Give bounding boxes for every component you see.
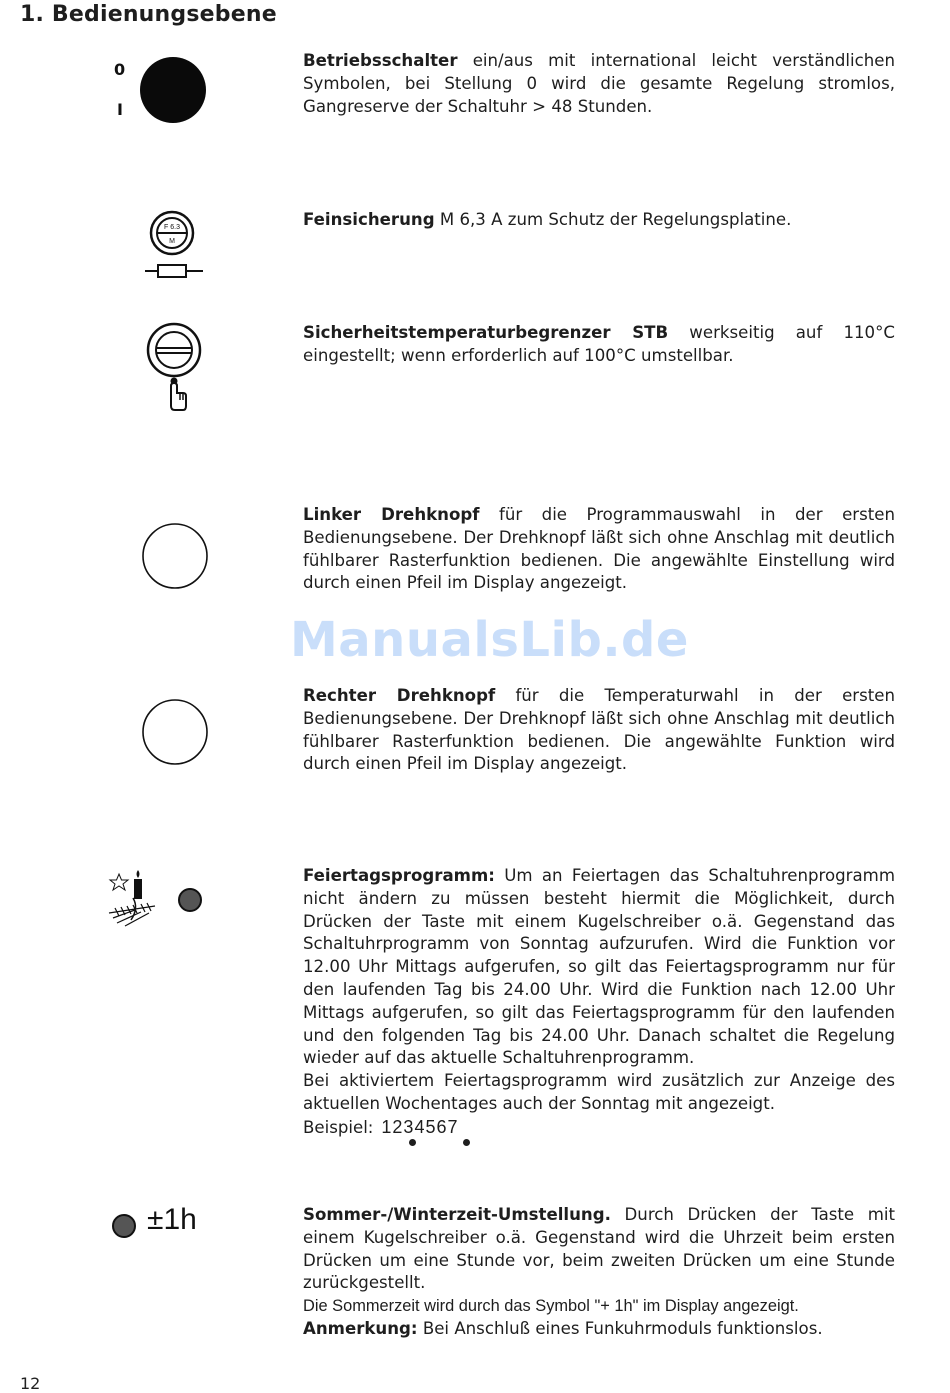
feiertag-title: Feiertagsprogramm: (303, 866, 495, 885)
stb-body: werkseitig auf 110°C eingestellt; wenn erforderlich auf 100°C umstellbar. (303, 323, 895, 365)
feiertag-body2: Bei aktiviertem Feiertagsprogramm wird zusätzlich zur Anzeige des aktuellen Wochentages auch der Sonntag mit angezeigt. (303, 1071, 895, 1113)
day-marker-dot (409, 1139, 416, 1146)
summer-time-button[interactable] (111, 1213, 139, 1241)
section-sommerzeit (303, 1204, 895, 1341)
feinsicherung-body: M 6,3 A zum Schutz der Regelungsplatine. (434, 210, 792, 229)
rechter-drehknopf-title: Rechter Drehknopf (303, 686, 496, 705)
feiertag-example-digits (381, 1116, 458, 1139)
left-knob-icon (141, 522, 211, 592)
power-switch-icon (138, 55, 210, 127)
fuse-rating-label: F 6.3 (164, 224, 180, 231)
sommerzeit-body2: Die Sommerzeit wird durch das Symbol "+ 1h" im Display angezeigt. (303, 1297, 799, 1316)
switch-on-label: I (117, 100, 123, 119)
rechter-drehknopf-body: für die Temperaturwahl in der ersten Bedienungsebene. Der Drehknopf läßt sich ohne Anschlag mit deutlich fühlbarer Rasterfunktion bedienen. Die angewählte Funktion wird durch einen Pfeil im Display angezeigt. (303, 686, 895, 774)
right-knob-icon (141, 698, 211, 768)
plus-one-hour-symbol: ±1h (147, 1203, 197, 1236)
betriebsschalter-title: Betriebsschalter (303, 51, 458, 70)
section-linker-drehknopf (303, 504, 895, 595)
example-digits-text: 1234567 (381, 1116, 459, 1137)
holiday-candle-icon (105, 868, 165, 930)
section-stb (303, 322, 895, 368)
feiertag-body: Um an Feiertagen das Schaltuhrenprogramm nicht ändern zu müssen besteht hiermit die Möglichkeit, durch Drücken der Taste mit einem Kugelschreiber o.ä. Gegenstand das Schaltuhrprogramm von Sonntag aufzurufen. Wird die Funktion vor 12.00 Uhr Mittags aufgerufen, so gilt das Feiertagsprogramm nur für den laufenden Tag bis 24.00 Uhr. Wird die Funktion nach 12.00 Uhr Mittags aufgerufen, so gilt das Feiertagsprogramm für den laufenden und den folgenden Tag bis 24.00 Uhr. Danach schaltet die Regelung wieder auf das aktuelle Schaltuhrenprogramm. (303, 866, 895, 1068)
feinsicherung-title: Feinsicherung (303, 210, 435, 229)
page-number: 12 (20, 1374, 41, 1393)
watermark: ManualsLib.de (290, 612, 689, 668)
linker-drehknopf-title: Linker Drehknopf (303, 505, 480, 524)
stb-title: Sicherheitstemperaturbegrenzer STB (303, 323, 669, 342)
fuse-icon (143, 208, 205, 282)
holiday-button[interactable] (177, 887, 203, 913)
sommerzeit-note-body: Bei Anschluß eines Funkuhrmoduls funktionslos. (417, 1318, 823, 1338)
sommerzeit-body: Durch Drücken der Taste mit einem Kugelschreiber o.ä. Gegenstand wird die Uhrzeit beim ersten Drücken um eine Stunde vor, beim zweiten Drücken um eine Stunde zurückgestellt. (303, 1205, 895, 1293)
sommerzeit-note-label: Anmerkung: (303, 1318, 418, 1338)
fuse-type-label: M (169, 238, 175, 245)
section-rechter-drehknopf (303, 685, 895, 776)
linker-drehknopf-body: für die Programmauswahl in der ersten Bedienungsebene. Der Drehknopf läßt sich ohne Anschlag mit deutlich fühlbarer Rasterfunktion bedienen. Die angewählte Einstellung wird durch einen Pfeil im Display angezeigt. (303, 505, 895, 593)
section-feinsicherung (303, 209, 895, 232)
betriebsschalter-body: ein/aus mit international leicht verständlichen Symbolen, bei Stellung 0 wird die gesamte Regelung stromlos, Gangreserve der Schaltuhr > 48 Stunden. (303, 51, 895, 116)
switch-off-label: 0 (114, 60, 126, 79)
sommerzeit-title: Sommer-/Winterzeit-Umstellung. (303, 1205, 611, 1224)
page-heading: 1. Bedienungsebene (20, 2, 277, 27)
section-feiertagsprogramm (303, 865, 895, 1140)
day-marker-dot (463, 1139, 470, 1146)
section-betriebsschalter (303, 50, 895, 118)
stb-reset-icon (143, 320, 205, 416)
feiertag-example-label: Beispiel: (303, 1117, 374, 1137)
